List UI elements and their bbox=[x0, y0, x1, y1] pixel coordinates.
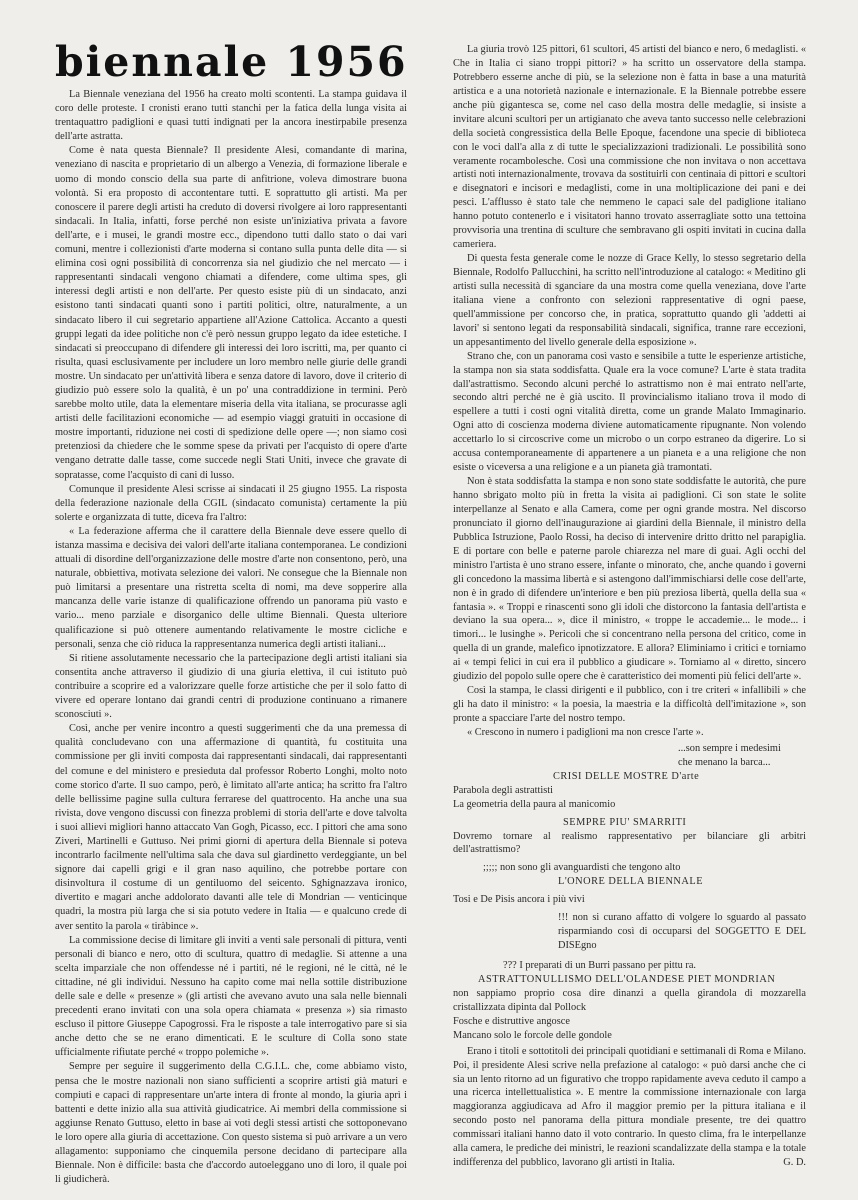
paragraph: La giuria trovò 125 pittori, 61 scultori, 45 artisti del bianco e nero, 6 medaglisti. « Che in Italia ci siano troppi pittori? » ha scritto un osservatore della stampa. Potrebbero esserne anche di più, se la selezione non è fatta in base a una maturità artistica e a una notorietà nazionale e internazionale. E la Biennale potrebbe essere anche più gigantesca se, come nel caso della mostra delle medaglie, si insiste a invitare alcuni scultori per un artigianato che aveva tanto successo nelle celebrazioni della società congressistica della Belle Epoque, facendone una specie di biblioteca con le voci dall'a alla z di tutte le specializzazioni tradizionali. Le possibilità sono veramente rocambolesche. Così una commissione che non invitava o non accettava artisti noti internazionalmente, trovava da sostituirli con centinaia di pittori e scultori e disegnatori e incisori e medaglisti, come in una moltiplicazione dei pani e dei pesci. L'afflusso è stato tale che nemmeno le capaci sale del padiglione italiano hanno potuto contenerlo e i visitatori hanno trovato asserragliate sotto una tettoina provvisoria una trentina di sculture che sembravano gli ospiti invitati in cucina dalla cameriera. bbox=[453, 44, 806, 251]
paragraph: Si ritiene assolutamente necessario che la partecipazione degli artisti italiani sia consentita anche attraverso il giudizio di una giuria elettiva, il cui istituto può contribuire a scoprire ed a valorizzare quelle forze artistiche che per il solo fatto di vivere ed operare lontano dai grandi centri di produzione continuano a rimanere sconosciuti ». bbox=[55, 652, 407, 721]
paragraph: Strano che, con un panorama così vasto e sensibile a tutte le esperienze artistiche, la stampa non sia stata soddisfatta. Quale era la voce comune? L'arte è stata tradita dall'astrattismo. Secondo alcuni perché lo astrattismo non è mai entrato nell'arte, secondo altri perché ne è già uscito. Il provincialismo italiano trova il modo di espellere a tutti i costi ogni vitalità diretta, come un grande Malato Immaginario. Ogni atto di coscienza moderna diviene automaticamente ripugnante. Non volendo accettarlo lo si circoscrive come un microbo o un corpo estraneo da digerire. Lo si accusa contemporaneamente di appartenere a un pianeta e a una religione che non esiste o viceversa a una religione e a un pianeta già tramontati. bbox=[453, 350, 806, 474]
headline-line: Fosche e distruttive angosce bbox=[453, 1015, 570, 1027]
left-column bbox=[55, 88, 407, 1187]
right-text bbox=[453, 43, 806, 1170]
paragraph: La Biennale veneziana del 1956 ha creato molti scontenti. La stampa guidava il coro delle proteste. I cronisti erano tutti stanchi per la fatica della lunga visita ai trentaquattro padiglioni e quasi tutti indignati per la ancora inestirpabile presenza dell'arte astratta. bbox=[55, 89, 407, 143]
headline-line: ;;;;; non sono gli avanguardisti che tengono alto bbox=[483, 862, 681, 874]
headline-line: L'ONORE DELLA BIENNALE bbox=[558, 876, 704, 888]
headline-line: ??? I preparati di un Burri passano per pittu ra. bbox=[503, 960, 697, 971]
paragraph: « Crescono in numero i padiglioni ma non cresce l'arte ». bbox=[467, 726, 704, 738]
closing-text: Erano i titoli e sottotitoli dei principali quotidiani e settimanali di Roma e Milano. Poi, il presidente Alesi scrive nella prefazione al catalogo: « può darsi anche che ci sia un lento ritorno ad un figurativo che troppo rapidamente aveva ceduto il campo a una ricerca intellettualistica ». E mentre la commissione internazionale con larga maggioranza aggiudicava ad Afro il maggior premio per la pittura italiana e il secondo posto nel panorama della pittura mondiale presente, tre dei quattro commissari italiani hanno dato il voto contrario. In questo clima, fra le interpellanze alla camera, le prediche dei ministri, le reazioni scandalizzate della stampa e la totale indifferenza del pubblico, lavorano gli artisti in Italia. bbox=[453, 1045, 806, 1169]
left-text bbox=[55, 88, 407, 1187]
headline-line: Dovremo tornare al realismo rappresentativo per bilanciare gli arbitri dell'astrattismo? bbox=[453, 830, 806, 856]
headline-line: Mancano solo le forcole delle gondole bbox=[453, 1029, 612, 1041]
paragraph: Non è stata soddisfatta la stampa e non sono state soddisfatte le autorità, che pure hanno sbrigato molto più in fretta la visita ai padiglioni. Ci son state le solite interpellanze al Senato e alla Camera, come per ogni grande mostra. Nel discorso pronunciato il giorno dell'inaugurazione ai giardini della Biennale, il ministro della Pubblica Istruzione, Paolo Rossi, ha deciso di intervenire dritto dritto nel parapiglia. E di portare con belle e paterne parole chiarezza nel mare di guai. Agli occhi del ministro l'artista è uno strano essere, infante o minorato, che, anche quando i governi gli concedono la massima libertà e si astengono dall'immischiarsi delle cose dell'arte, non è in grado di difendere un'interiore e ben più preziosa libertà, quella della sua « fantasia ». « Troppi e rinascenti sono gli idoli che distorcono la fantasia dell'artista e deviano la sua opera... », dice il ministro, « troppe le accademie... le mode... i timori... le lusinghe ». Pericoli che si concentrano nella persona del critico, come in quella di un grande, malefico ipnotizzatore. E allora? Eliminiamo i critici e torniamo ai « tempi felici in cui era il pubblico a giudicare ». Torniamo al « diretto, sincero giudizio del popolo sulle opere che è caratteristico dei momenti più felici dell'arte ». bbox=[453, 476, 806, 683]
headline-line: La geometria della paura al manicomio bbox=[453, 798, 616, 810]
headline-line: ASTRATTONULLISMO DELL'OLANDESE PIET MONDRIAN bbox=[478, 973, 776, 985]
author-signature: G. D. bbox=[783, 1157, 806, 1169]
headline-line: non sappiamo proprio cosa dire dinanzi a quella girandola di mozzarella cristallizzata dipinta dal Pollock bbox=[453, 987, 806, 1013]
headline-line: Parabola degli astrattisti bbox=[453, 784, 553, 796]
paragraph: Di questa festa generale come le nozze di Grace Kelly, lo stesso segretario della Biennale, Rodolfo Pallucchini, ha scritto nell'introduzione al catalogo: « Meditino gli artisti sulla necessità di sganciare da una mostra come quella veneziana, dove l'arte italiana viene a confronto con selezioni rappresentative di ogni paese, quell'ammissione per concorso che, in pratica, soprattutto quando gli 'addetti ai lavori' si sentono legati da responsabilità sindacali, significa, tranne rare eccezioni, un appesantimento del livello generale della esposizione ». bbox=[453, 253, 806, 348]
paragraph: Così la stampa, le classi dirigenti e il pubblico, con i tre criteri « infallibili » che gli ha dato il ministro: « la poesia, la maestria e la difficoltà dell'imitazione », son pronte a spacciare l'arte del nostro tempo. bbox=[453, 685, 806, 724]
headline-line: ...son sempre i medesimi bbox=[678, 742, 781, 754]
paragraph: « La federazione afferma che il carattere della Biennale deve essere quello di istanza massima e decisiva dei valori dell'arte italiana contemporanea. Le condizioni attuali di disordine dell'organizzazione delle mostre d'arte non consentono, però, una naturale, obbiettiva, motivata selezione dei valori. Ne consegue che la Biennale non può limitarsi a presentare una ristretta scelta di nomi, ma deve sopperire alla mancanza delle varie istanze di qualificazione offrendo un panorama più vasto e vario... meno parziale e disorganico delle ultime Biennali. Questa ulteriore qualificazione si può ottenere aumentando relativamente le mostre cicliche e personali, senza che ciò riduca la rappresentanza numerica degli artisti italiani... bbox=[55, 525, 407, 650]
article-title: biennale 1956 bbox=[55, 38, 408, 86]
paragraph: Così, anche per venire incontro a questi suggerimenti che da una premessa di qualità concludevano con una affermazione di quantità, fu costituita una commissione per gli inviti composta dai rappresentanti sindacali, dai rappresentanti del comune e del ministero e presieduta dal professor Roberto Longhi, molto noto come storico d'arte. Il suo campo, però, è limitato all'arte antica; ha scritto fra l'altro delle bellissime pagine sulla cultura ferrarese del quattrocento. Ha anche una sua rivista, dove vengono discussi con finezza problemi di storia dell'arte e dove talvolta i suoi allievi migliori hanno attaccato Van Gogh, Picasso, ecc. I pittori che ama sono Ziveri, Martinelli e Guttuso. Nei primi giorni di apertura della Biennale si poteva incontrarlo facilmente nell'ultima sala che dava sul giardinetto verdeggiante, un bel signore dai capelli grigi e il gran naso aquilino, che potrebbe portare con disinvoltura il costume di un gentiluomo del seicento. Sghignazzava ironico, divertito e magari anche addolorato davanti alle tele di Mondrian — venticinque quadri, la mostra più larga che si sia potuto vedere in Italia — e qualcuno crede di aver sentito la parola « tiràbince ». bbox=[55, 723, 407, 932]
headline-line: Tosi e De Pisis ancora i più vivi bbox=[453, 894, 585, 906]
headline-line: SEMPRE PIU' SMARRITI bbox=[563, 816, 687, 828]
closing-paragraph bbox=[453, 1045, 806, 1170]
paragraph: Comunque il presidente Alesi scrisse ai sindacati il 25 giugno 1955. La risposta della federazione nazionale della CGIL (sindacato comunista) certamente la più solerte e organizzata di tutte, diceva fra l'altro: bbox=[55, 483, 407, 523]
headline-collage bbox=[453, 742, 806, 1043]
paragraph: Come è nata questa Biennale? Il presidente Alesi, comandante di marina, veneziano di nascita e proprietario di un albergo a Venezia, di formazione liberale e uomo di mondo conscio della sua parte di anfitrione, voleva dimostrare buona volontà. Si era proposto di accontentare tutti. E soprattutto gli artisti. Ma per conoscere il parere degli artisti ha creduto di doversi rivolgere ai loro rappresentanti sindacali. In Italia, infatti, forse perché non esiste un'iniziativa privata a favore dell'arte, e i musei, le grandi mostre ecc., dipendono tutti dallo stato o dai vari comuni, mentre i collezionisti d'arte moderna si contano sulla punta delle dita — si elimina così ogni possibilità di concorrenza sia nel giudizio che nel mercato — i rappresentanti sindacali vengono chiamati a difendere, come ultima spes, gli interessi degli artisti e non dell'arte. Per questo esiste più di un sindacato, anzi esistono tanti sindacati quanti sono i partiti politici, oltre, naturalmente, a un sindacato libero il cui segretario appartiene all'Azione Cattolica. Accanto a questi gruppi legati da idee politiche non c'è però nessun gruppo legato da idee estetiche. I sindacati si preoccupano di difendere gli interessi dei loro iscritti, ma, per quanto ci risulta, quasi esclusivamente per includere un loro membro nelle giurie delle grandi mostre. Un sindacato per un'attività libera e senza datore di lavoro, dove il criterio di giudizio può essere solo la qualità, è un po' una contraddizione in termini. Però sarebbe molto utile, data la elementare miseria della vita italiana, se procurasse agli artisti delle facilitazioni economiche — ad esempio viaggi gratuiti in occasione di mostre importanti, riduzione nei costi di spedizione delle opere —; non siamo così pretenziosi da chiedere che le somme spese da privati per l'acquisto di opere d'arte vengano detratte dalle tasse, come succede negli Stati Uniti, invece che gravate di sopratasse, come l'acquisto di cani di lusso. bbox=[55, 145, 407, 481]
headline-line: !!! non si curano affatto di volgere lo sguardo al passato risparmiando così di occuparsi del SOGGETTO E DEL DISEgno bbox=[558, 912, 806, 952]
right-column bbox=[453, 43, 806, 1170]
paragraph: La commissione decise di limitare gli inviti a venti sale personali di pittura, venti personali di bianco e nero, otto di scultura, quattro di medaglie. Si attenne a una scelta imparziale che non offendesse né i partiti, né le regioni, né le città, né le cittadine, né gli individui. Nessuno ha capito come mai nella sottile distribuzione delle sale e delle « presenze » (gli artisti che avevano avuto una sala nelle biennali precedenti erano invitati con una sola opera chiamata « presenza ») sia rimasto escluso il pittore Giuseppe Capogrossi. Fra le risposte a tale interrogativo pare si sia anche detto che se ne erano dimenticati. E le sculture di Colla sono state ufficialmente rifiutate perché « troppo polemiche ». bbox=[55, 934, 407, 1059]
headline-line: che menano la barca... bbox=[678, 756, 771, 768]
paragraph: Sempre per seguire il suggerimento della C.G.I.L. che, come abbiamo visto, pensa che le mostre nazionali non siano sufficienti a scoprire artisti già maturi e compiuti e capaci di rappresentare un'arte intera di fronte al mondo, la giuria aprì i battenti e dette inizio alla sua attività giudicatrice. Ai membri della commissione si aggiunse Renato Guttuso, eletto in base ai voti degli stessi artisti che sottoponevano le loro opere alla giuria di accettazione. Con questo sistema si può arrivare a un vero allagamento: supponiamo che cinquemila persone decidano di partecipare alla Biennale. Non è difficile: basta che d'accordo autoeleggano uno di loro, il quale poi li giudicherà. bbox=[55, 1061, 407, 1186]
headline-line: CRISI DELLE MOSTRE D'arte bbox=[553, 770, 700, 782]
